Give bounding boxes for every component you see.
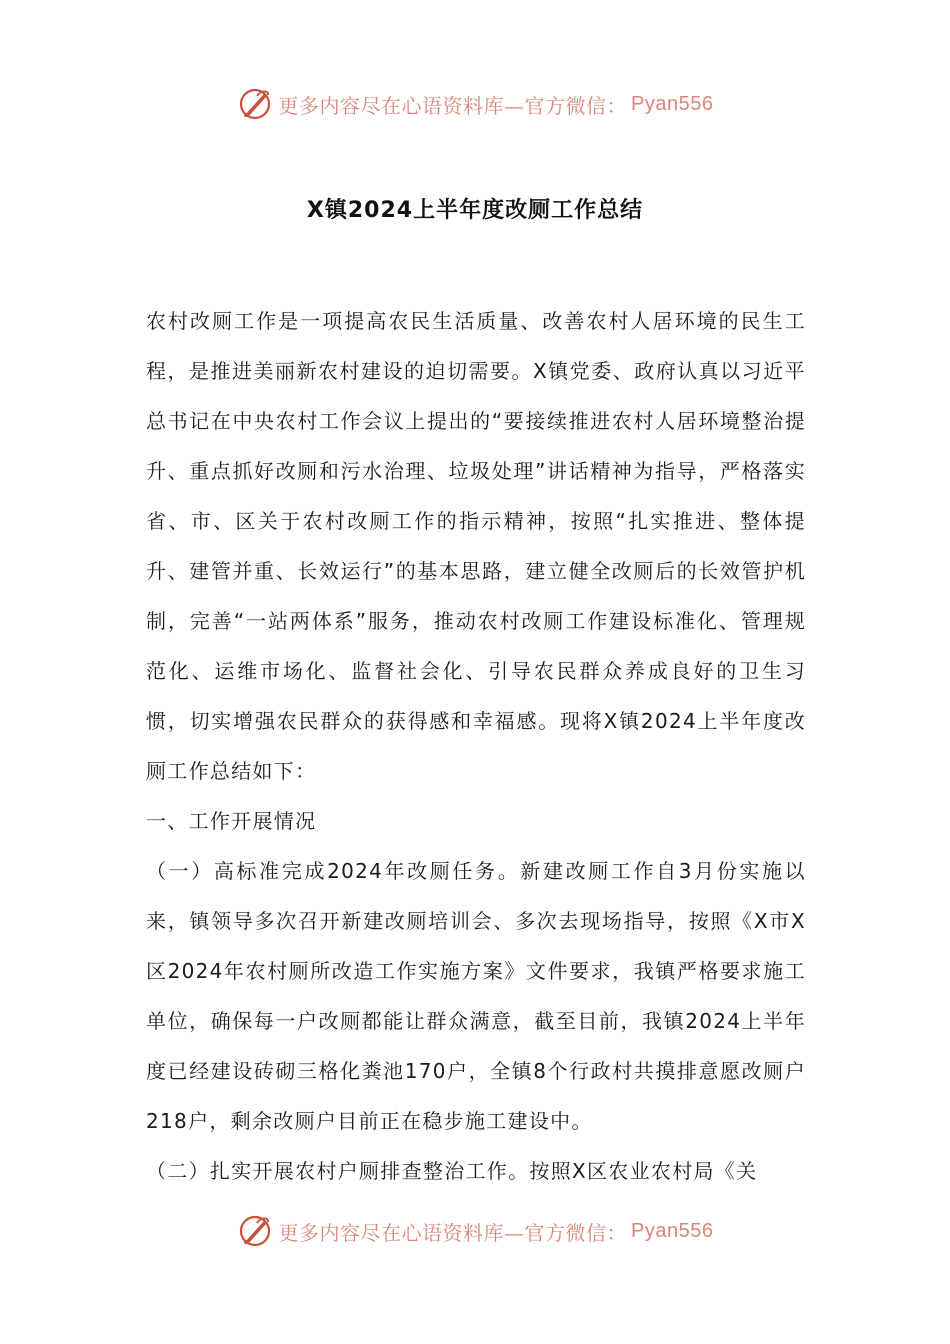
watermark-handle: Pyan556 — [631, 92, 714, 115]
watermark-text: 更多内容尽在心语资料库—官方微信： — [278, 1220, 628, 1245]
document-body — [146, 296, 806, 1196]
watermark-header — [0, 82, 950, 126]
section-heading: 一、工作开展情况 — [146, 809, 317, 833]
watermark-text: 更多内容尽在心语资料库—官方微信： — [278, 93, 628, 118]
quill-pen-logo-icon — [237, 86, 273, 122]
watermark-footer — [0, 1209, 950, 1253]
watermark-handle: Pyan556 — [631, 1219, 714, 1242]
quill-pen-logo-icon — [237, 1213, 273, 1249]
paragraph-item-2: （二）扎实开展农村户厕排查整治工作。按照X区农业农村局《关 — [146, 1159, 758, 1183]
paragraph-item-1: （一）高标准完成2024年改厕任务。新建改厕工作自3月份实施以来，镇领导多次召开新建改厕培训会、多次去现场指导，按照《X市X区2024年农村厕所改造工作实施方案》文件要求，我镇严格要求施工单位，确保每一户改厕都能让群众满意，截至目前，我镇2024上半年度已经建设砖砌三格化粪池170户，全镇8个行政村共摸排意愿改厕户218户，剩余改厕户目前正在稳步施工建设中。 — [146, 859, 806, 1133]
paragraph-intro: 农村改厕工作是一项提高农民生活质量、改善农村人居环境的民生工程，是推进美丽新农村建设的迫切需要。X镇党委、政府认真以习近平总书记在中央农村工作会议上提出的“要接续推进农村人居环境整治提升、重点抓好改厕和污水治理、垃圾处理”讲话精神为指导，严格落实省、市、区关于农村改厕工作的指示精神，按照“扎实推进、整体提升、建管并重、长效运行”的基本思路，建立健全改厕后的长效管护机制，完善“一站两体系”服务，推动农村改厕工作建设标准化、管理规范化、运维市场化、监督社会化、引导农民群众养成良好的卫生习惯，切实增强农民群众的获得感和幸福感。现将X镇2024上半年度改厕工作总结如下： — [146, 309, 806, 783]
document-title: X镇2024上半年度改厕工作总结 — [306, 197, 644, 223]
